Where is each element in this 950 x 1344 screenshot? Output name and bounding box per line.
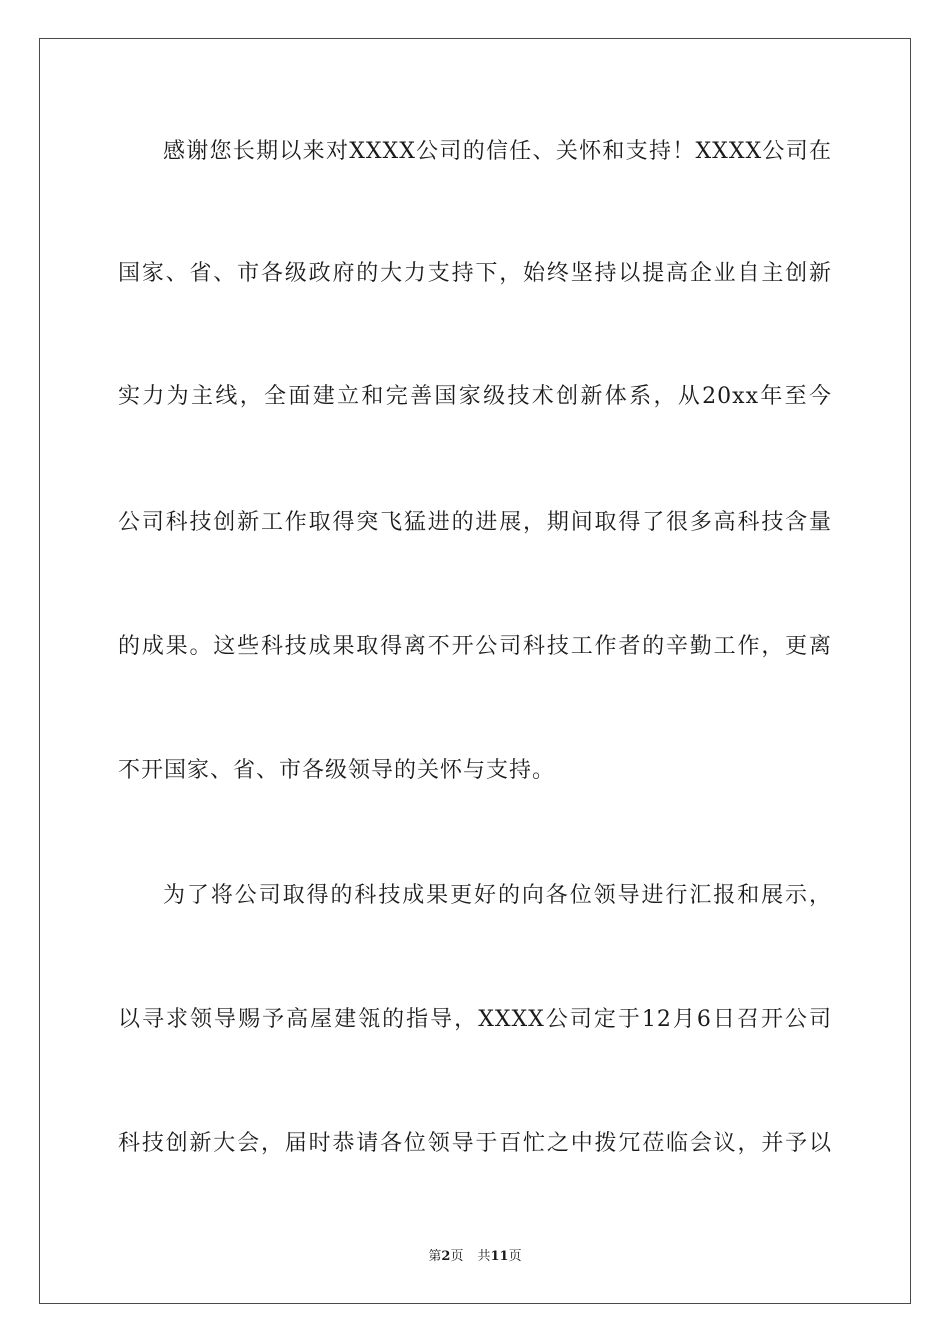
page-current-number: 2 <box>441 1249 451 1264</box>
page-border <box>39 38 911 1304</box>
paragraph-1-line-2: 国家、省、市各级政府的大力支持下，始终坚持以提高企业自主创新 <box>118 261 832 286</box>
page-prefix: 第 <box>428 1249 442 1264</box>
paragraph-1-line-1: 感谢您长期以来对XXXX公司的信任、关怀和支持！XXXX公司在 <box>163 139 832 164</box>
paragraph-1-line-6: 不开国家、省、市各级领导的关怀与支持。 <box>118 758 556 783</box>
page-footer <box>0 1248 950 1266</box>
paragraph-1-line-4: 公司科技创新工作取得突飞猛进的进展，期间取得了很多高科技含量 <box>118 510 832 535</box>
page-total-number: 11 <box>490 1249 509 1264</box>
paragraph-1-line-5: 的成果。这些科技成果取得离不开公司科技工作者的辛勤工作，更离 <box>118 634 832 659</box>
paragraph-1-line-3: 实力为主线，全面建立和完善国家级技术创新体系，从20xx年至今 <box>118 384 832 409</box>
total-suffix: 页 <box>508 1249 522 1264</box>
paragraph-2-line-3: 科技创新大会，届时恭请各位领导于百忙之中拨冗莅临会议，并予以 <box>118 1131 832 1156</box>
paragraph-2-line-1: 为了将公司取得的科技成果更好的向各位领导进行汇报和展示， <box>163 883 832 908</box>
paragraph-2-line-2: 以寻求领导赐予高屋建瓴的指导，XXXX公司定于12月6日召开公司 <box>118 1007 832 1032</box>
page-suffix: 页 <box>450 1249 464 1264</box>
total-prefix: 共 <box>477 1249 491 1264</box>
